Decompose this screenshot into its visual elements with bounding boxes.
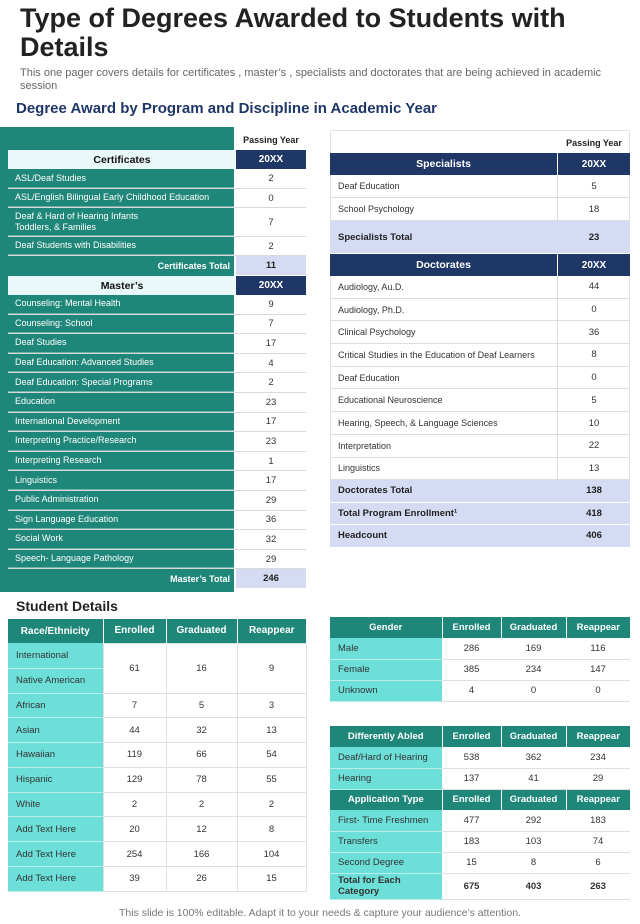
value-cell: 26 — [166, 867, 237, 892]
table-row — [8, 817, 306, 842]
program-value: 36 — [588, 326, 600, 338]
value-cell: 103 — [501, 831, 566, 852]
program-name: Deaf Education — [330, 175, 558, 197]
value-cell: 116 — [566, 638, 630, 659]
page-subtitle: This one pager covers details for certificates , master’s , specialists and doctorates that are being achieved in academic session — [20, 67, 602, 92]
value-cell: 44 — [103, 718, 166, 743]
gender-table — [330, 617, 630, 702]
program-name: Interpretation — [330, 435, 558, 457]
program-value: 36 — [265, 514, 277, 526]
table-row — [8, 334, 306, 354]
program-name: Audiology, Ph.D. — [330, 299, 558, 321]
table-row — [8, 530, 306, 550]
table-row — [330, 321, 630, 344]
program-name: Deaf Education: Advanced Studies — [8, 354, 236, 373]
specialists-label: Specialists — [330, 153, 558, 175]
masters-total-row — [8, 569, 306, 588]
program-value: 32 — [265, 533, 277, 545]
total-value: 418 — [586, 507, 602, 519]
table-header-row — [330, 617, 630, 638]
specialists-year: 20XX — [581, 158, 607, 170]
program-name: Educational Neuroscience — [330, 390, 558, 412]
table-header-row — [8, 619, 306, 643]
value-cell: 5 — [166, 693, 237, 718]
specialists-header — [330, 153, 630, 175]
value-cell: 15 — [442, 852, 501, 873]
category-cell: First- Time Freshmen — [330, 810, 442, 831]
total-label: Headcount — [338, 530, 388, 542]
program-name: International Development — [8, 413, 236, 432]
value-cell: 54 — [237, 743, 306, 768]
value-cell: 8 — [501, 852, 566, 873]
specialists-total-label: Specialists Total — [338, 231, 413, 243]
program-value: 2 — [268, 377, 274, 389]
value-cell: 169 — [501, 638, 566, 659]
category-cell: Second Degree — [330, 852, 442, 873]
table-row — [8, 295, 306, 315]
specialists-total-value: 23 — [588, 231, 600, 243]
table-row — [8, 643, 306, 668]
table-row — [330, 458, 630, 481]
program-value: 29 — [265, 494, 277, 506]
table-row — [330, 638, 630, 659]
doctorates-label: Doctorates — [330, 254, 558, 276]
table-row — [330, 276, 630, 299]
category-cell: Hearing — [330, 768, 442, 789]
table-row — [8, 354, 306, 374]
value-cell: 119 — [103, 743, 166, 768]
program-value: 8 — [591, 349, 597, 361]
value-cell: 12 — [166, 817, 237, 842]
program-name: Deaf Students with Disabilities — [8, 237, 236, 255]
program-name: Critical Studies in the Education of Deaf Learners — [330, 344, 558, 366]
total-label: Total Program Enrollment¹ — [338, 507, 458, 519]
category-cell: Transfers — [330, 831, 442, 852]
value-cell: 2 — [103, 792, 166, 817]
program-name: Linguistics — [8, 471, 236, 490]
application-header-row — [330, 789, 630, 810]
program-value: 17 — [265, 337, 277, 349]
value-cell: 129 — [103, 767, 166, 792]
program-value: 10 — [588, 417, 600, 429]
value-cell: 6 — [566, 852, 630, 873]
column-header: Graduated — [501, 726, 566, 747]
program-value: 18 — [588, 203, 600, 215]
value-cell: 55 — [237, 767, 306, 792]
column-header: Reappear — [566, 789, 630, 810]
category-cell: African — [8, 693, 103, 718]
value-cell: 9 — [237, 643, 306, 693]
program-value: 44 — [588, 281, 600, 293]
table-row — [330, 198, 630, 221]
table-row — [8, 393, 306, 413]
table-row — [330, 435, 630, 458]
passing-year-header-left: Passing Year — [243, 135, 299, 145]
category-cell: Female — [330, 659, 442, 680]
category-cell: Total for Each Category — [330, 873, 442, 899]
program-value: 1 — [268, 455, 274, 467]
category-cell: White — [8, 792, 103, 817]
value-cell: 13 — [237, 718, 306, 743]
table-row — [330, 768, 630, 789]
column-header: Enrolled — [442, 726, 501, 747]
value-cell: 78 — [166, 767, 237, 792]
value-cell: 477 — [442, 810, 501, 831]
program-name: Audiology, Au.D. — [330, 276, 558, 298]
column-header: Graduated — [166, 619, 237, 643]
passing-year-header-right: Passing Year — [566, 138, 622, 148]
category-cell: Add Text Here — [8, 842, 103, 867]
value-cell: 61 — [103, 643, 166, 693]
table-row — [8, 373, 306, 393]
program-value: 0 — [268, 192, 274, 204]
table-row — [8, 491, 306, 511]
program-value: 2 — [268, 173, 274, 184]
application-table — [330, 726, 630, 900]
table-row — [330, 344, 630, 367]
program-name: Counseling: Mental Health — [8, 295, 236, 314]
value-cell: 0 — [566, 680, 630, 701]
value-cell: 32 — [166, 718, 237, 743]
column-header: Reappear — [237, 619, 306, 643]
value-cell: 8 — [237, 817, 306, 842]
certificates-label: Certificates — [8, 150, 236, 169]
category-cell: Native American — [8, 668, 103, 693]
table-row — [330, 810, 630, 831]
program-value: 5 — [591, 394, 597, 406]
value-cell: 137 — [442, 768, 501, 789]
program-name: Speech- Language Pathology — [8, 550, 236, 569]
program-name: Social Work — [8, 530, 236, 549]
total-value: 138 — [586, 485, 602, 497]
total-value: 406 — [586, 530, 602, 542]
program-value: 5 — [591, 180, 597, 192]
program-name: Linguistics — [330, 458, 558, 480]
table-row — [330, 367, 630, 390]
table-row — [330, 747, 630, 768]
value-cell: 20 — [103, 817, 166, 842]
program-value: 23 — [265, 435, 277, 447]
category-cell: Add Text Here — [8, 867, 103, 892]
value-cell: 39 — [103, 867, 166, 892]
program-value: 22 — [588, 440, 600, 452]
column-header: Differently Abled — [330, 726, 442, 747]
table-row — [8, 432, 306, 452]
table-row — [8, 413, 306, 433]
program-value: 9 — [268, 298, 274, 310]
program-value: 13 — [588, 462, 600, 474]
table-row — [330, 412, 630, 435]
column-header: Graduated — [501, 789, 566, 810]
value-cell: 675 — [442, 873, 501, 899]
table-row — [330, 175, 630, 198]
certificates-total-label: Certificates Total — [157, 260, 230, 271]
table-row — [8, 718, 306, 743]
value-cell: 362 — [501, 747, 566, 768]
value-cell: 403 — [501, 873, 566, 899]
category-cell: Hawaiian — [8, 743, 103, 768]
value-cell: 147 — [566, 659, 630, 680]
value-cell: 3 — [237, 693, 306, 718]
value-cell: 15 — [237, 867, 306, 892]
table-row — [8, 550, 306, 570]
category-cell: International — [8, 643, 103, 668]
doctorates-year: 20XX — [581, 259, 607, 271]
table-row — [8, 452, 306, 472]
category-cell: Deaf/Hard of Hearing — [330, 747, 442, 768]
certificates-total-row — [8, 256, 306, 275]
doctorates-header — [330, 254, 630, 276]
table-row — [330, 852, 630, 873]
value-cell: 254 — [103, 842, 166, 867]
value-cell: 104 — [237, 842, 306, 867]
table-row — [330, 680, 630, 701]
value-cell: 538 — [442, 747, 501, 768]
table-row — [8, 693, 306, 718]
table-row — [330, 390, 630, 413]
table-row — [8, 743, 306, 768]
doctorate-total-row — [330, 503, 630, 526]
doctorate-total-row — [330, 525, 630, 548]
column-header: Reappear — [566, 726, 630, 747]
doctorate-total-row — [330, 480, 630, 503]
value-cell: 286 — [442, 638, 501, 659]
column-header: Reappear — [566, 617, 630, 638]
value-cell: 0 — [501, 680, 566, 701]
value-cell: 263 — [566, 873, 630, 899]
program-name: Public Administration — [8, 491, 236, 510]
program-value: 17 — [265, 475, 277, 487]
table-row — [8, 315, 306, 335]
value-cell: 29 — [566, 768, 630, 789]
column-header: Enrolled — [103, 619, 166, 643]
value-cell: 7 — [103, 693, 166, 718]
program-value: 4 — [268, 357, 274, 369]
category-cell: Hispanic — [8, 767, 103, 792]
program-name: Education — [8, 393, 236, 412]
category-cell: Asian — [8, 718, 103, 743]
page-title: Type of Degrees Awarded to Students with Details — [20, 3, 566, 62]
category-cell: Add Text Here — [8, 817, 103, 842]
value-cell: 4 — [442, 680, 501, 701]
value-cell: 16 — [166, 643, 237, 693]
value-cell: 41 — [501, 768, 566, 789]
column-header: Enrolled — [442, 789, 501, 810]
column-header: Gender — [330, 617, 442, 638]
category-cell: Male — [330, 638, 442, 659]
program-name: Sign Language Education — [8, 511, 236, 530]
specialists-total-row — [330, 221, 630, 254]
value-cell: 292 — [501, 810, 566, 831]
table-row — [8, 792, 306, 817]
program-name: ASL/English Bilingual Early Childhood Education — [8, 189, 236, 207]
program-name: Interpreting Research — [8, 452, 236, 471]
value-cell: 74 — [566, 831, 630, 852]
certificates-year: 20XX — [236, 150, 306, 169]
program-value: 7 — [268, 216, 274, 228]
table-header-row — [330, 726, 630, 747]
table-row — [8, 237, 306, 256]
masters-header — [8, 276, 306, 295]
value-cell: 183 — [442, 831, 501, 852]
program-value: 29 — [265, 553, 277, 565]
program-name: Interpreting Practice/Research — [8, 432, 236, 451]
column-header: Application Type — [330, 789, 442, 810]
table-row — [8, 767, 306, 792]
category-cell: Unknown — [330, 680, 442, 701]
program-value: 7 — [268, 318, 274, 330]
section-heading: Degree Award by Program and Discipline in Academic Year — [16, 100, 437, 117]
masters-label: Master’s — [8, 276, 236, 295]
table-row — [330, 831, 630, 852]
value-cell: 234 — [501, 659, 566, 680]
program-value: 0 — [591, 304, 597, 316]
program-value: 2 — [268, 240, 274, 252]
value-cell: 2 — [237, 792, 306, 817]
value-cell: 166 — [166, 842, 237, 867]
table-row — [8, 189, 306, 208]
application-total-row — [330, 873, 630, 899]
masters-total-label: Master’s Total — [170, 573, 230, 584]
total-label: Doctorates Total — [338, 485, 413, 497]
program-name: ASL/Deaf Studies — [8, 169, 236, 188]
certificates-total-value: 11 — [236, 256, 306, 275]
table-row — [8, 842, 306, 867]
column-header: Race/Ethnicity — [8, 619, 103, 643]
value-cell: 66 — [166, 743, 237, 768]
program-name: Hearing, Speech, & Language Sciences — [330, 412, 558, 434]
value-cell: 234 — [566, 747, 630, 768]
table-row — [330, 299, 630, 322]
table-row — [8, 169, 306, 189]
value-cell: 2 — [166, 792, 237, 817]
table-row — [8, 511, 306, 531]
program-value: 17 — [265, 416, 277, 428]
program-name: Clinical Psychology — [330, 321, 558, 343]
table-row — [8, 867, 306, 892]
program-name: Deaf & Hard of Hearing Infants Toddlers, & Families — [8, 208, 236, 236]
program-name: Deaf Education: Special Programs — [8, 373, 236, 392]
value-cell: 183 — [566, 810, 630, 831]
masters-total-value: 246 — [236, 569, 306, 588]
value-cell: 385 — [442, 659, 501, 680]
program-name: Deaf Studies — [8, 334, 236, 353]
masters-year: 20XX — [236, 276, 306, 295]
program-value: 0 — [591, 372, 597, 384]
column-header: Graduated — [501, 617, 566, 638]
table-row — [330, 659, 630, 680]
program-name: School Psychology — [330, 198, 558, 220]
certificates-header — [8, 150, 306, 169]
footer-note: This slide is 100% editable. Adapt it to your needs & capture your audience’s attention. — [119, 907, 521, 919]
student-details-heading: Student Details — [16, 598, 118, 614]
column-header: Enrolled — [442, 617, 501, 638]
program-name: Counseling: School — [8, 315, 236, 334]
program-name: Deaf Education — [330, 367, 558, 389]
program-value: 23 — [265, 396, 277, 408]
race-ethnicity-table — [8, 619, 307, 892]
table-row — [8, 471, 306, 491]
table-row — [8, 208, 306, 237]
